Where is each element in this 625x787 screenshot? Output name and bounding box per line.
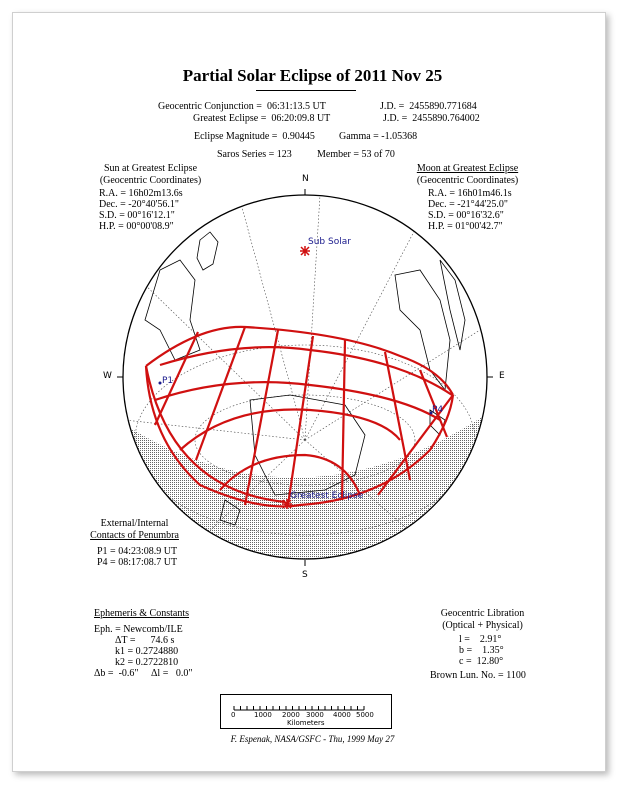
- p1-marker: [159, 382, 162, 385]
- ephemeris-dt: ΔT = 74.6 s: [115, 635, 175, 646]
- moon-dec: Dec. = -21°44'25.0": [428, 199, 508, 210]
- ephemeris-heading: Ephemeris & Constants: [94, 608, 189, 619]
- p4-marker: [430, 412, 433, 415]
- contacts-heading-1: External/Internal: [100, 518, 169, 529]
- greatest-jd: J.D. = 2455890.764002: [383, 113, 480, 124]
- scale-bar: [220, 694, 392, 729]
- moon-heading-1: Moon at Greatest Eclipse: [416, 163, 519, 174]
- north-label: N: [302, 174, 309, 184]
- south-label: S: [302, 570, 308, 580]
- sun-heading-2: (Geocentric Coordinates): [99, 175, 202, 186]
- member: Member = 53 of 70: [317, 149, 395, 160]
- libration-heading-1: Geocentric Libration: [440, 608, 525, 619]
- p1-label: P1: [162, 376, 174, 386]
- scale-tick-3000: 3000: [306, 711, 324, 719]
- greatest-eclipse: Greatest Eclipse = 06:20:09.8 UT: [193, 113, 331, 124]
- moon-ra: R.A. = 16h01m46.1s: [428, 188, 512, 199]
- east-label: E: [499, 371, 505, 381]
- contact-p4: P4 = 08:17:08.7 UT: [97, 557, 178, 568]
- ephemeris-eph: Eph. = Newcomb/ILE: [94, 624, 183, 635]
- sun-heading-1: Sun at Greatest Eclipse: [103, 163, 198, 174]
- sun-hp: H.P. = 00°00'08.9": [99, 221, 174, 232]
- credit: F. Espenak, NASA/GSFC - Thu, 1999 May 27: [230, 734, 395, 744]
- libration-b: b = 1.35°: [459, 645, 504, 656]
- west-label: W: [103, 371, 112, 381]
- sun-ra: R.A. = 16h02m13.6s: [99, 188, 183, 199]
- sub-solar-label: Sub Solar: [308, 237, 351, 247]
- sub-solar-marker: [300, 246, 310, 256]
- scale-tick-1000: 1000: [254, 711, 272, 719]
- scale-tick-2000: 2000: [282, 711, 300, 719]
- greatest-eclipse-marker: [282, 499, 292, 509]
- moon-hp: H.P. = 01°00'42.7": [428, 221, 503, 232]
- libration-heading-2: (Optical + Physical): [442, 620, 523, 631]
- contact-p1: P1 = 04:23:08.9 UT: [97, 546, 178, 557]
- scale-unit: Kilometers: [287, 719, 325, 727]
- gamma: Gamma = -1.05368: [339, 131, 418, 142]
- moon-heading-2: (Geocentric Coordinates): [416, 175, 519, 186]
- scale-tick-4000: 4000: [333, 711, 351, 719]
- magnitude: Eclipse Magnitude = 0.90445: [194, 131, 315, 142]
- ephemeris-k1: k1 = 0.2724880: [115, 646, 179, 657]
- sun-dec: Dec. = -20°40'56.1": [99, 199, 179, 210]
- conjunction-jd: J.D. = 2455890.771684: [380, 101, 477, 112]
- greatest-eclipse-label: Greatest Eclipse: [290, 491, 364, 501]
- ephemeris-k2: k2 = 0.2722810: [115, 657, 179, 668]
- brown-lunation: Brown Lun. No. = 1100: [430, 670, 526, 681]
- scale-tick-5000: 5000: [356, 711, 374, 719]
- moon-sd: S.D. = 00°16'32.6": [428, 210, 504, 221]
- contacts-heading-2: Contacts of Penumbra: [90, 530, 179, 541]
- page-title: Partial Solar Eclipse of 2011 Nov 25: [182, 66, 443, 85]
- contacts-heading: [82, 518, 187, 542]
- ephemeris-db-dl: Δb = -0.6" Δl = 0.0": [94, 668, 193, 679]
- libration-l: l = 2.91°: [459, 634, 502, 645]
- scale-tick-0: 0: [231, 711, 236, 719]
- saros: Saros Series = 123: [217, 149, 292, 160]
- p4-label: P4: [432, 405, 444, 415]
- conjunction: Geocentric Conjunction = 06:31:13.5 UT: [158, 101, 326, 112]
- libration-heading: [420, 608, 545, 632]
- sun-sd: S.D. = 00°16'12.1": [99, 210, 175, 221]
- libration-c: c = 12.80°: [459, 656, 504, 667]
